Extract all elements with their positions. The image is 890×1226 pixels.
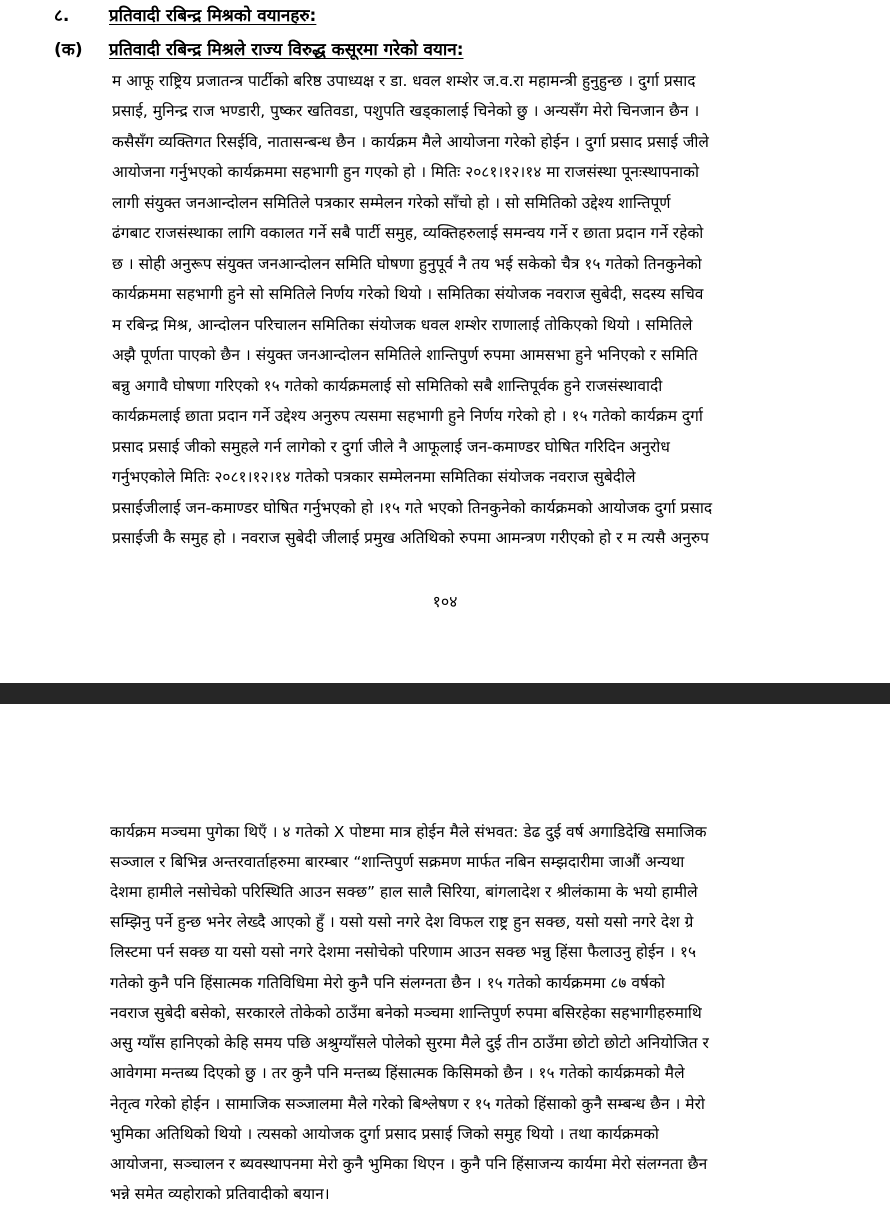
paragraph-line: म रबिन्द्र मिश्र, आन्दोलन परिचालन समितिका संयोजक धवल शम्शेर राणालाई तोकिएको थियो । समितिले	[112, 316, 693, 334]
paragraph-line: प्रसाई, मुनिन्द्र राज भण्डारी, पुष्कर खतिवडा, पशुपति खड्कालाई चिनेको छु । अन्यसँग मेरो चिनजान छैन ।	[112, 102, 700, 120]
paragraph-line: गर्नुभएकोले मितिः २०८१।१२।१४ गतेको पत्रकार सम्मेलनमा समितिका संयोजक नवराज सुबेदीले	[112, 468, 636, 486]
page-number: १०४	[432, 592, 458, 611]
paragraph-line: प्रसाईजी कै समुह हो । नवराज सुबेदी जीलाई प्रमुख अतिथिको रुपमा आमन्त्रण गरीएको हो र म त्यसै अनुरुप	[112, 529, 709, 547]
paragraph-line: प्रसाईजीलाई जन-कमाण्डर घोषित गर्नुभएको हो ।१५ गते भएको तिनकुनेको कार्यक्रमको आयोजक दुर्गा प्रसाद	[112, 499, 713, 517]
paragraph-line: प्रसाद प्रसाई जीको समुहले गर्न लागेको र दुर्गा जीले नै आफूलाई जन-कमाण्डर घोषित गरिदिन अनुरोध	[112, 438, 670, 456]
paragraph-line: छ । सोही अनुरूप संयुक्त जनआन्दोलन समिति घोषणा हुनुपूर्व नै तय भई सकेको चैत्र १५ गतेको तिनकुनेको	[112, 255, 702, 273]
paragraph-line: गतेको कुनै पनि हिंसात्मक गतिविधिमा मेरो कुनै पनि संलग्नता छैन । १५ गतेको कार्यक्रममा ८७ वर्षको	[110, 974, 665, 992]
subsection-number: (क)	[54, 40, 83, 60]
section-title: प्रतिवादी रबिन्द्र मिश्रको वयानहरु:	[109, 6, 317, 26]
paragraph-line: अझै पूर्णता पाएको छैन । संयुक्त जनआन्दोलन समितिले शान्तिपुर्ण रुपमा आमसभा हुने भनिएको र समिति	[112, 346, 698, 364]
document-page-lower	[0, 704, 890, 1226]
subsection-title: प्रतिवादी रबिन्द्र मिश्रले राज्य विरुद्ध कसूरमा गरेको वयान:	[109, 40, 464, 60]
paragraph-line: देशमा हामीले नसोचेको परिस्थिति आउन सक्छ” हाल सालै सिरिया, बांगलादेश र श्रीलंकामा के भयो हामीले	[110, 883, 698, 901]
paragraph-line: सञ्जाल र बिभिन्न अन्तरवार्ताहरुमा बारम्बार “शान्तिपुर्ण सक्रमण मार्फत नबिन सम्झदारीमा जाऔं अन्यथा	[110, 853, 685, 871]
paragraph-line: लागी संयुक्त जनआन्दोलन समितिले पत्रकार सम्मेलन गरेको साँचो हो । सो समितिको उद्देश्य शान्तिपूर्ण	[112, 194, 671, 212]
paragraph-line: असु ग्याँस हानिएको केहि समय पछि अश्रुग्याँसले पोलेको सुरमा मैले दुई तीन ठाउँमा छोटो छोटो अनियोजित र	[110, 1034, 709, 1052]
paragraph-line: कसैसँग व्यक्तिगत रिसईवि, नातासन्बन्ध छैन । कार्यक्रम मैले आयोजना गरेको होईन । दुर्गा प्रसाद प्रसाई जीले	[112, 133, 709, 151]
paragraph-line: भन्ने समेत व्यहोराको प्रतिवादीको बयान।	[110, 1185, 330, 1203]
paragraph-line: बन्नु अगावै घोषणा गरिएको १५ गतेको कार्यक्रमलाई सो समितिको सबै शान्तिपूर्वक हुने राजसंस्थावादी	[112, 377, 663, 395]
paragraph-line: कार्यक्रममा सहभागी हुने सो समितिले निर्णय गरेको थियो । समितिका संयोजक नवराज सुबेदी, सदस्य सचिव	[112, 285, 704, 303]
paragraph-line: भुमिका अतिथिको थियो । त्यसको आयोजक दुर्गा प्रसाद प्रसाई जिको समुह थियो । तथा कार्यक्रमको	[110, 1125, 659, 1143]
paragraph-line: आयोजना गर्नुभएको कार्यक्रममा सहभागी हुन गएको हो । मितिः २०८१।१२।१४ मा राजसंस्था पूनःस्थापनाको	[112, 163, 699, 181]
paragraph-line: आयोजना, सञ्चालन र ब्यवस्थापनमा मेरो कुनै भुमिका थिएन । कुनै पनि हिंसाजन्य कार्यमा मेरो संलग्नता छैन	[110, 1155, 708, 1173]
paragraph-line: ढंगबाट राजसंस्थाका लागि वकालत गर्ने सबै पार्टी समुह, व्यक्तिहरुलाई समन्वय गर्ने र छाता प्रदान गर्ने रहेको	[112, 224, 704, 242]
paragraph-line: कार्यक्रमलाई छाता प्रदान गर्ने उद्देश्य अनुरुप त्यसमा सहभागी हुने निर्णय गरेको हो । १५ गतेको कार्यक्रम दुर्गा	[112, 407, 703, 425]
paragraph-line: सम्झिनु पर्ने हुन्छ भनेर लेख्दै आएको हुँ । यसो यसो नगरे देश विफल राष्ट्र हुन सक्छ, यसो यसो नगरे देश ग्रे	[110, 913, 694, 931]
paragraph-line: आवेगमा मन्तब्य दिएको छु । तर कुनै पनि मन्तब्य हिंसात्मक किसिमको छैन । १५ गतेको कार्यक्रमको मैले	[110, 1064, 685, 1082]
paragraph-line: नेतृत्व गरेको होईन । सामाजिक सञ्जालमा मैले गरेको बिश्लेषण र १५ गतेको हिंसाको कुनै सम्बन्ध छैन । मेरो	[110, 1095, 705, 1113]
paragraph-line: नवराज सुबेदी बसेको, सरकारले तोकेको ठाउँमा बनेको मञ्चमा शान्तिपुर्ण रुपमा बसिरहेका सहभागीहरुमाथि	[110, 1004, 702, 1022]
section-number: ८.	[54, 6, 70, 26]
paragraph-line: म आफू राष्ट्रिय प्रजातन्त्र पार्टीको बरिष्ठ उपाध्यक्ष र डा. धवल शम्शेर ज.व.रा महामन्त्री हुनुहुन्छ । दुर्गा प्रसाद	[112, 72, 696, 90]
page-divider	[0, 683, 890, 704]
paragraph-line: लिस्टमा पर्न सक्छ या यसो यसो नगरे देशमा नसोचेको परिणाम आउन सक्छ भन्नु हिंसा फैलाउनु होईन । १५	[110, 943, 697, 961]
paragraph-line: कार्यक्रम मञ्चमा पुगेका थिएँ । ४ गतेको X पोष्टमा मात्र होईन मैले संभवत: डेढ दुई वर्ष अगाडिदेखि समाजिक	[110, 823, 707, 841]
